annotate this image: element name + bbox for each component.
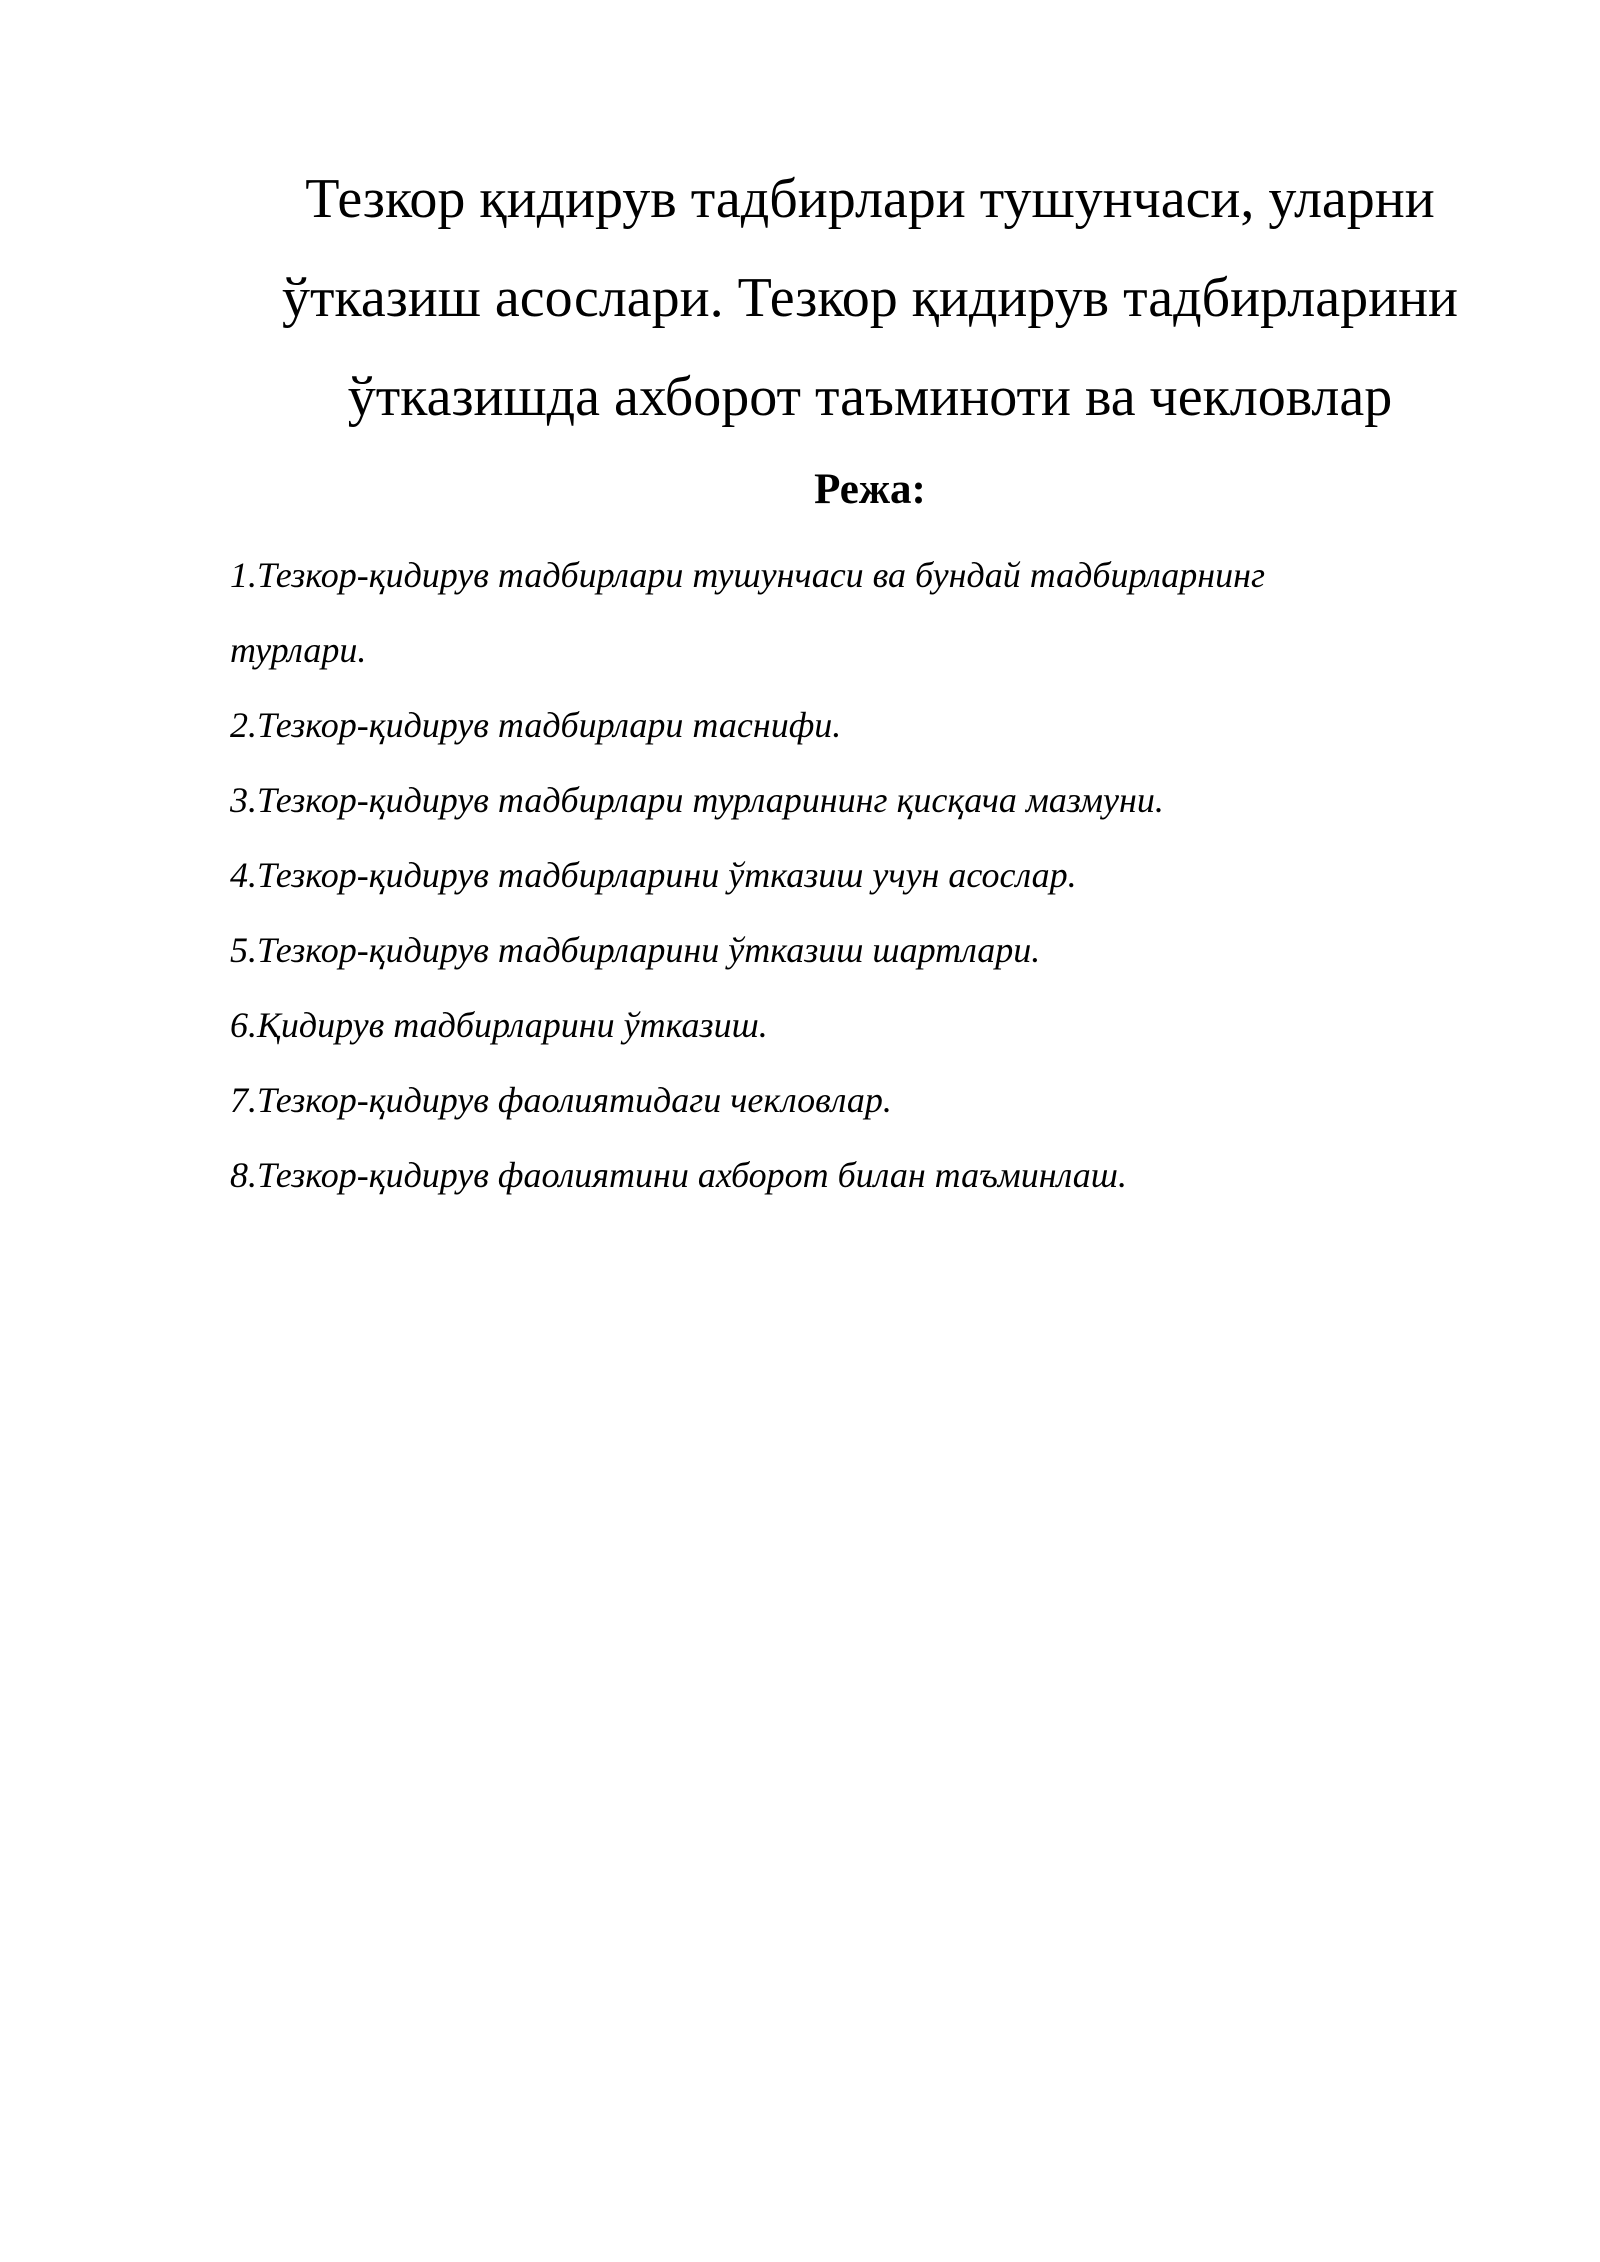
document-title — [220, 150, 1520, 447]
title-line: ўтказиш асослари. Тезкор қидирув тадбирларини — [282, 267, 1458, 329]
plan-item: 7.Тезкор-қидирув фаолиятидаги чекловлар. — [230, 1080, 892, 1120]
plan-item: 2.Тезкор-қидирув тадбирлари таснифи. — [230, 705, 842, 745]
plan-item: 4.Тезкор-қидирув тадбирларини ўтказиш учун асослар. — [230, 855, 1077, 895]
plan-item: 1.Тезкор-қидирув тадбирлари тушунчаси ва бундай тадбирларнинг — [230, 555, 1266, 595]
title-line: Тезкор қидирув тадбирлари тушунчаси, уларни — [305, 168, 1435, 230]
plan-item: 6.Қидирув тадбирларини ўтказиш. — [230, 1005, 768, 1045]
plan-heading: Режа: — [814, 466, 926, 513]
plan-item-continuation: турлари. — [230, 630, 367, 670]
plan-item: 8.Тезкор-қидирув фаолиятини ахборот билан таъминлаш. — [230, 1155, 1127, 1195]
plan-item: 3.Тезкор-қидирув тадбирлари турларининг қисқача мазмуни. — [230, 780, 1164, 820]
title-line: ўтказишда ахборот таъминоти ва чекловлар — [347, 366, 1393, 428]
plan-item: 5.Тезкор-қидирув тадбирларини ўтказиш шартлари. — [230, 930, 1041, 970]
plan-list — [230, 538, 1530, 1213]
